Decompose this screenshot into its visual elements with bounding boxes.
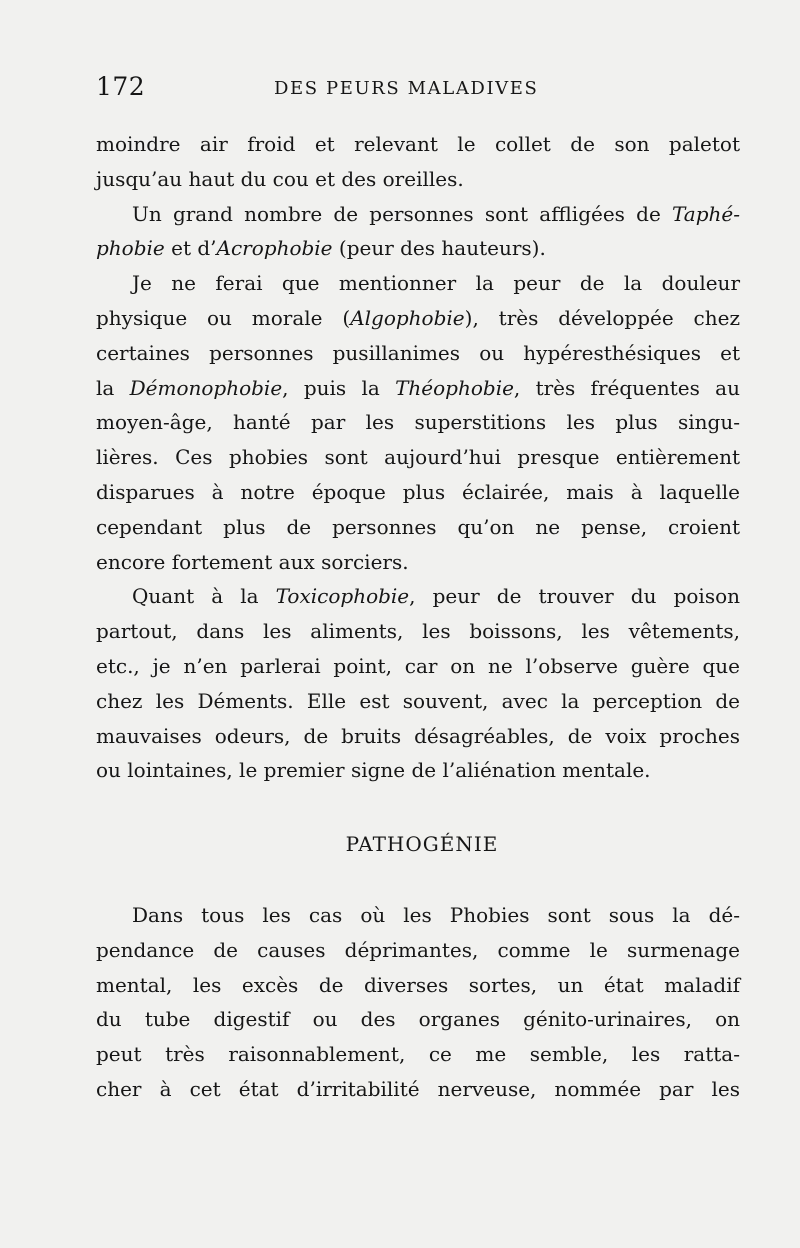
text-line: la Démonophobie, puis la Théophobie, très fréquentes au	[96, 375, 740, 400]
section-heading: PATHOGÉNIE	[345, 832, 499, 856]
text-line: Un grand nombre de personnes sont affligées de Taphé-	[132, 201, 740, 226]
text-line: Quant à la Toxicophobie, peur de trouver du poison	[132, 584, 741, 609]
text-line: cher à cet état d’irritabilité nerveuse, nommée par les	[96, 1076, 740, 1101]
page-header	[96, 72, 740, 106]
body-text-upper	[96, 127, 740, 788]
text-line: du tube digestif ou des organes génito-urinaires, on	[96, 1007, 740, 1032]
text-line: etc., je n’en parlerai point, car on ne l’observe guère que	[96, 653, 740, 678]
text-line: moindre air froid et relevant le collet de son paletot	[96, 132, 740, 156]
text-line: encore fortement aux sorciers.	[96, 549, 409, 574]
text-line: pendance de causes déprimantes, comme le surmenage	[96, 937, 740, 962]
running-title: DES PEURS MALADIVES	[274, 78, 539, 99]
text-line: partout, dans les aliments, les boissons, les vêtements,	[96, 619, 740, 644]
text-line: moyen-âge, hanté par les superstitions les plus singu-	[96, 410, 740, 435]
text-line: disparues à notre époque plus éclairée, mais à laquelle	[96, 479, 740, 504]
text-line: mauvaises odeurs, de bruits désagréables, de voix proches	[96, 723, 740, 748]
text-line: Je ne ferai que mentionner la peur de la douleur	[132, 271, 740, 296]
body-text-lower	[96, 898, 740, 1107]
page-number: 172	[96, 72, 146, 101]
text-line: Dans tous les cas où les Phobies sont sous la dé-	[132, 903, 740, 927]
text-line: cependant plus de personnes qu’on ne pense, croient	[96, 514, 740, 539]
text-line: chez les Déments. Elle est souvent, avec la perception de	[96, 688, 740, 713]
text-line: physique ou morale (Algophobie), très développée chez	[96, 305, 741, 330]
text-line: certaines personnes pusillanimes ou hypéresthésiques et	[96, 340, 740, 365]
text-line: phobie et d’Acrophobie (peur des hauteurs).	[96, 236, 546, 261]
text-line: ou lointaines, le premier signe de l’aliénation mentale.	[96, 758, 651, 783]
text-line: lières. Ces phobies sont aujourd’hui presque entièrement	[96, 445, 740, 470]
text-line: jusqu’au haut du cou et des oreilles.	[96, 166, 464, 191]
text-line: mental, les excès de diverses sortes, un état maladif	[96, 972, 740, 997]
text-line: peut très raisonnablement, ce me semble, les ratta-	[96, 1042, 740, 1067]
